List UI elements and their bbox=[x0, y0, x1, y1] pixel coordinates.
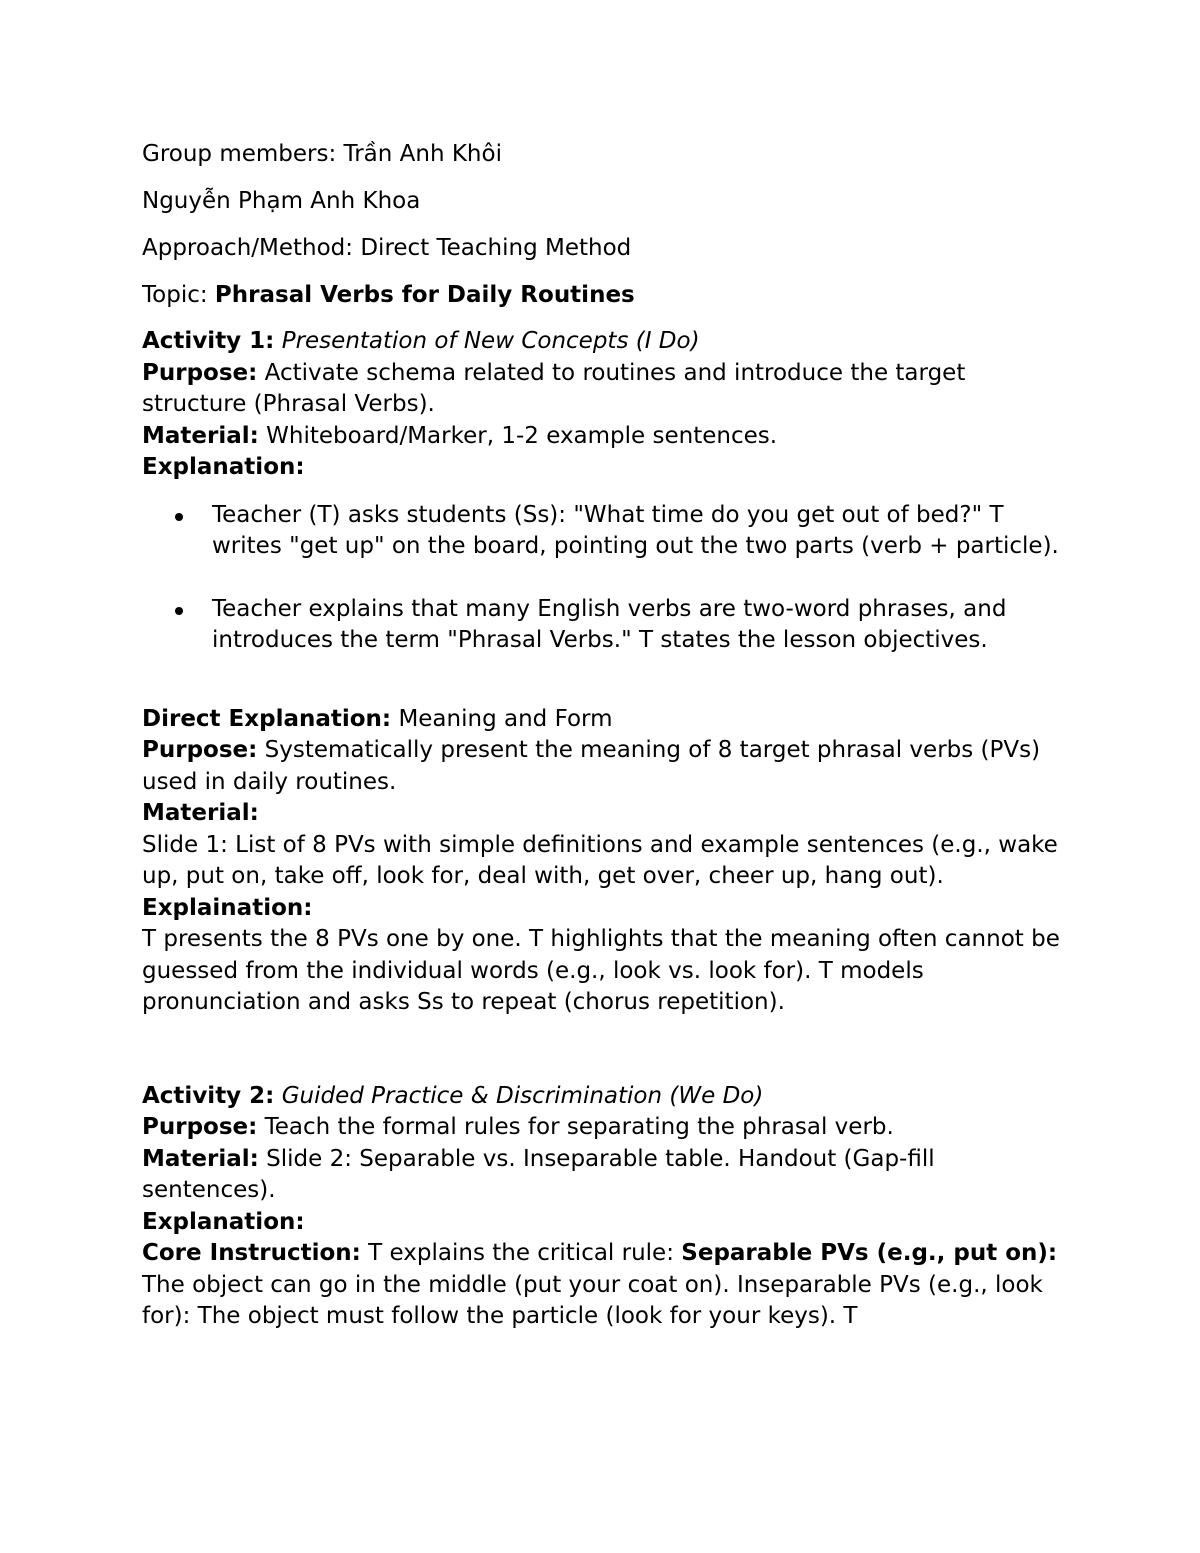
direct-explanation-material-text: Slide 1: List of 8 PVs with simple definitions and example sentences (e.g., wake up, put on, take off, look for, deal with, get over, cheer up, hang out). bbox=[142, 831, 1058, 889]
activity-2-purpose bbox=[142, 1112, 1062, 1144]
activity-1-title: Presentation of New Concepts (I Do) bbox=[281, 328, 700, 354]
direct-explanation-heading bbox=[142, 704, 1062, 736]
activity-2-section bbox=[142, 1081, 1062, 1333]
group-members-label: Group members: bbox=[142, 141, 344, 167]
bullet-icon bbox=[175, 607, 183, 615]
activity-1-explanation-label bbox=[142, 452, 1062, 484]
approach-value: Direct Teaching Method bbox=[360, 235, 632, 261]
core-text-1: T explains the critical rule: bbox=[368, 1240, 682, 1266]
purpose-label: Purpose: bbox=[142, 1114, 258, 1140]
activity-1-label: Activity 1: bbox=[142, 328, 275, 354]
activity-1-bullet-list bbox=[142, 500, 1062, 657]
direct-explanation-material-label bbox=[142, 798, 1062, 830]
activity-2-explanation-label bbox=[142, 1207, 1062, 1239]
direct-explanation-label: Direct Explanation: bbox=[142, 705, 392, 732]
activity-2-heading bbox=[142, 1081, 1062, 1113]
document-page bbox=[142, 138, 1062, 1333]
core-bold-text: Separable PVs (e.g., put on): bbox=[681, 1240, 1058, 1266]
topic-value: Phrasal Verbs for Daily Routines bbox=[214, 282, 635, 308]
activity-1-section bbox=[142, 326, 1062, 657]
core-text-2: The object can go in the middle (put your coat on). Inseparable PVs (e.g., look for): The object must follow the particle (look for your keys). T bbox=[142, 1271, 1043, 1329]
bullet-text: Teacher explains that many English verbs are two-word phrases, and introduces the term "Phrasal Verbs." T states the lesson objectives. bbox=[212, 595, 1007, 653]
activity-2-label: Activity 2: bbox=[142, 1082, 275, 1109]
explanation-label: Explanation: bbox=[142, 1208, 305, 1235]
activity-2-core-instruction bbox=[142, 1238, 1062, 1333]
activity-1-heading bbox=[142, 326, 1062, 358]
direct-explanation-section bbox=[142, 704, 1062, 1019]
topic-line bbox=[142, 279, 1062, 311]
activity-2-title: Guided Practice & Discrimination (We Do) bbox=[281, 1082, 764, 1109]
explanation-label: Explaination: bbox=[142, 894, 313, 921]
material-label: Material: bbox=[142, 800, 259, 826]
bullet-icon bbox=[175, 513, 183, 521]
purpose-text: Activate schema related to routines and introduce the target structure (Phrasal Verbs). bbox=[142, 359, 966, 417]
explanation-label: Explanation: bbox=[142, 454, 305, 480]
material-label: Material: bbox=[142, 1145, 259, 1172]
direct-explanation-title: Meaning and Form bbox=[398, 705, 613, 732]
list-item bbox=[142, 500, 1062, 563]
approach-label: Approach/Method: bbox=[142, 235, 361, 261]
material-label: Material: bbox=[142, 422, 259, 449]
purpose-label: Purpose: bbox=[142, 737, 258, 763]
purpose-label: Purpose: bbox=[142, 359, 258, 386]
approach-line bbox=[142, 232, 1062, 264]
direct-explanation-explanation-label bbox=[142, 893, 1062, 925]
activity-1-purpose bbox=[142, 358, 1062, 421]
topic-label: Topic: bbox=[142, 282, 215, 308]
purpose-text: Teach the formal rules for separating the phrasal verb. bbox=[264, 1114, 894, 1140]
activity-2-material bbox=[142, 1144, 1062, 1207]
material-text: Whiteboard/Marker, 1-2 example sentences. bbox=[266, 422, 778, 449]
bullet-text: Teacher (T) asks students (Ss): "What time do you get out of bed?" T writes "get up" on the board, pointing out the two parts (verb + particle). bbox=[212, 501, 1059, 559]
activity-1-material bbox=[142, 421, 1062, 453]
group-member-2: Nguyễn Phạm Anh Khoa bbox=[142, 188, 421, 214]
direct-explanation-explanation-text: T presents the 8 PVs one by one. T highlights that the meaning often cannot be guessed from the individual words (e.g., look vs. look for). T models pronunciation and asks Ss to repeat (chorus repetition). bbox=[142, 926, 1060, 1015]
material-text: Slide 2: Separable vs. Inseparable table. Handout (Gap-fill sentences). bbox=[142, 1145, 935, 1203]
list-item bbox=[142, 594, 1062, 657]
direct-explanation-purpose bbox=[142, 735, 1062, 798]
group-member-1: Trần Anh Khôi bbox=[343, 141, 502, 167]
core-instruction-label: Core Instruction: bbox=[142, 1240, 361, 1266]
purpose-text: Systematically present the meaning of 8 target phrasal verbs (PVs) used in daily routines. bbox=[142, 737, 1041, 795]
group-members-line bbox=[142, 138, 1062, 170]
